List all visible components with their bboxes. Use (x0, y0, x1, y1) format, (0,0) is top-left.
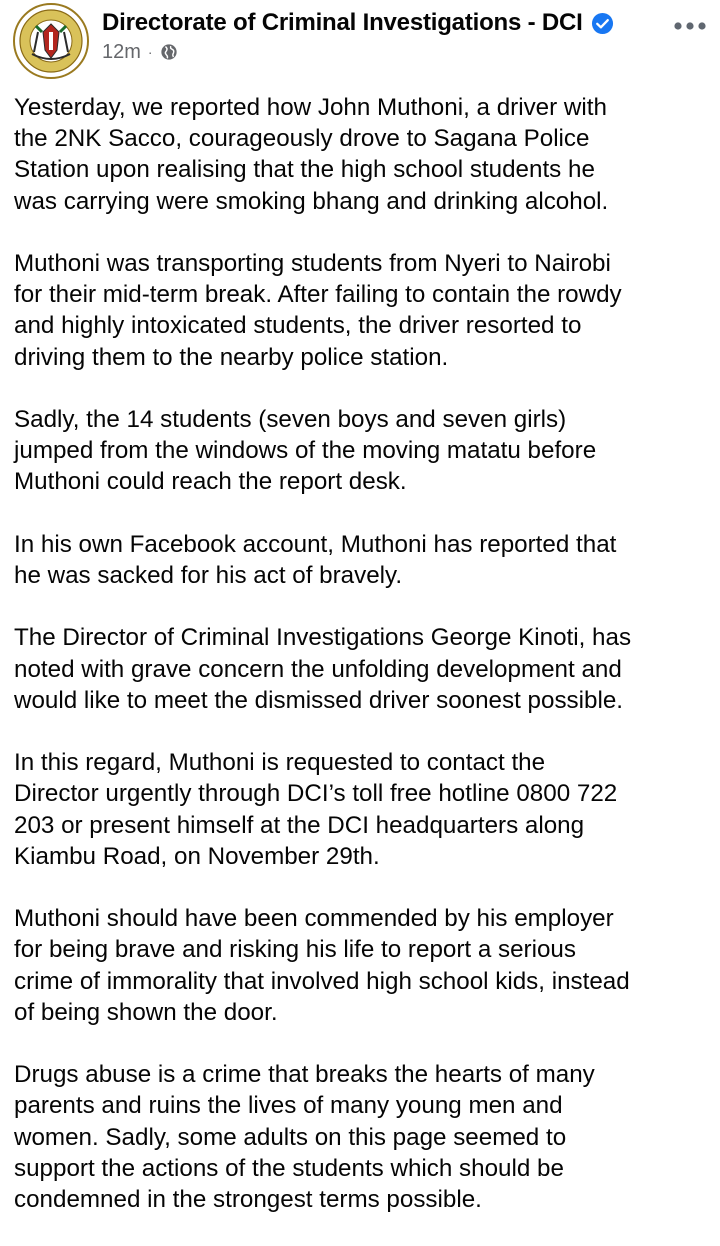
post-header (0, 0, 720, 84)
post-paragraph: Drugs abuse is a crime that breaks the hearts of many parents and ruins the lives of many young men and women. Sadly, some adults on this page seemed to support the actions of the students which should be condemned in the strongest terms possible. (14, 1061, 595, 1213)
verified-badge-icon (591, 12, 614, 35)
post-paragraph: In this regard, Muthoni is requested to contact the Director urgently through DCI’s toll free hotline 0800 722 203 or present himself at the DCI headquarters along Kiambu Road, on November 29th. (14, 749, 618, 870)
globe-icon[interactable] (160, 43, 178, 61)
more-options-button[interactable] (672, 14, 708, 38)
post-paragraph: In his own Facebook account, Muthoni has reported that he was sacked for his act of bravely. (14, 530, 617, 589)
post-meta (102, 40, 178, 64)
national-police-service-emblem-icon (12, 2, 90, 80)
post-body (14, 92, 714, 1246)
post-paragraph: The Director of Criminal Investigations George Kinoti, has noted with grave concern the unfolding development and would like to meet the dismissed driver soonest possible. (14, 624, 632, 714)
post-paragraph: Yesterday, we reported how John Muthoni, a driver with the 2NK Sacco, courageously drove to Sagana Police Station upon realising that the high school students he was carrying were smoking bhang and drinking alcohol. (14, 94, 609, 215)
post-paragraph: Muthoni should have been commended by his employer for being brave and risking his life to report a serious crime of immorality that involved high school kids, instead of being shown the door. (14, 905, 630, 1026)
post-paragraph: Muthoni was transporting students from Nyeri to Nairobi for their mid-term break. After failing to contain the rowdy and highly intoxicated students, the driver resorted to driving them to the nearby police station. (14, 250, 622, 371)
page-name[interactable]: Directorate of Criminal Investigations - DCI (102, 9, 583, 36)
more-horizontal-icon (673, 21, 707, 31)
post-timestamp[interactable]: 12m (102, 40, 141, 63)
meta-separator: · (147, 44, 153, 60)
page-name-row (102, 6, 614, 40)
page-avatar[interactable] (12, 2, 90, 80)
post-paragraph: Sadly, the 14 students (seven boys and seven girls) jumped from the windows of the moving matatu before Muthoni could reach the report desk. (14, 406, 597, 496)
